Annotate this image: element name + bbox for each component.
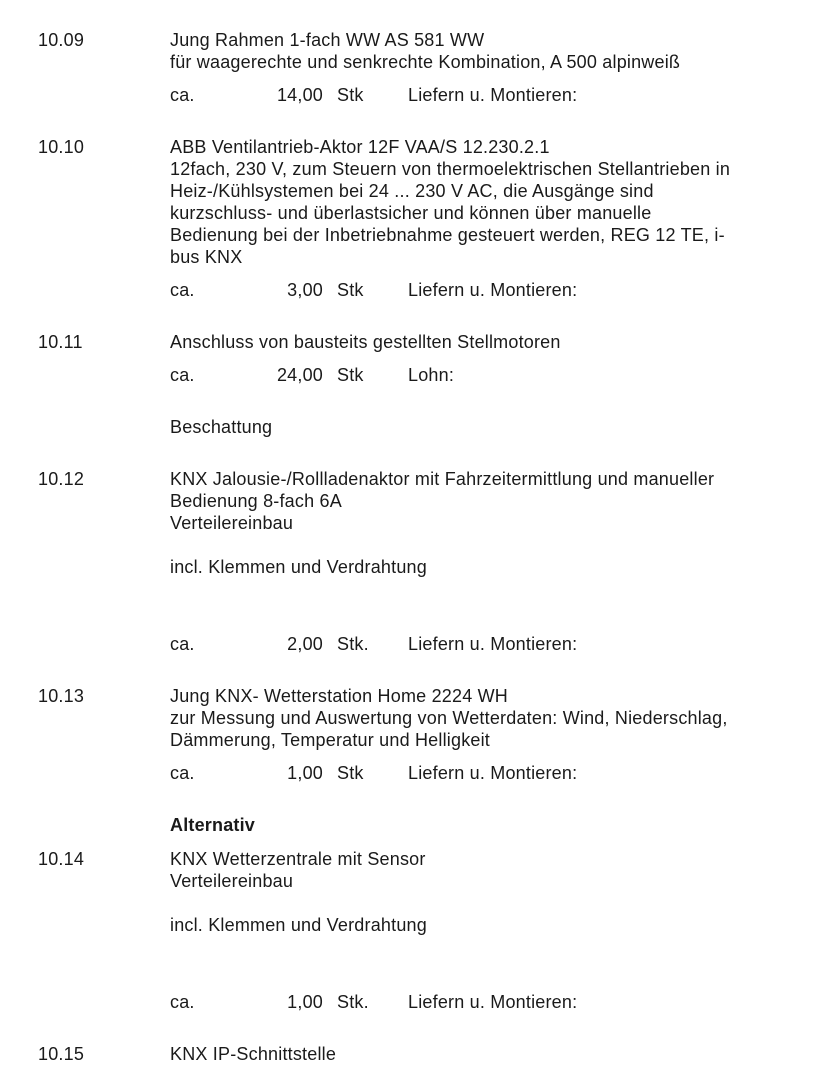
item-number: 10.12	[38, 469, 85, 489]
qty-action: Liefern u. Montieren:	[408, 763, 578, 783]
quantity-line	[170, 633, 810, 655]
quantity-group	[170, 84, 323, 106]
qty-action: Liefern u. Montieren:	[408, 280, 578, 300]
blank-line	[170, 958, 810, 980]
section-heading: Alternativ	[170, 815, 256, 835]
qty-action: Lohn:	[408, 365, 455, 385]
item-row	[38, 468, 810, 655]
qty-amount: 24,00	[276, 365, 323, 385]
qty-amount: 1,00	[287, 763, 323, 783]
quantity-line	[170, 991, 810, 1013]
qty-amount: 2,00	[287, 634, 323, 654]
description-line: incl. Klemmen und Verdrahtung	[170, 557, 427, 577]
item-row	[38, 1043, 810, 1065]
quantity-line	[170, 84, 810, 106]
blank-line	[170, 936, 810, 958]
qty-prefix: ca.	[170, 85, 195, 105]
item-row	[38, 685, 810, 784]
item-description	[170, 468, 810, 622]
qty-action: Liefern u. Montieren:	[408, 85, 578, 105]
blank-line	[170, 534, 810, 556]
description-line: Bedienung bei der Inbetriebnahme gesteuert werden, REG 12 TE, i-	[170, 225, 725, 245]
item-description	[170, 814, 810, 836]
description-line: kurzschluss- und überlastsicher und können über manuelle	[170, 203, 652, 223]
description-line: 12fach, 230 V, zum Steuern von thermoelektrischen Stellantrieben in	[170, 159, 731, 179]
item-content	[170, 848, 810, 1013]
item-description	[170, 331, 810, 353]
qty-unit: Stk	[337, 280, 364, 300]
item-number: 10.15	[38, 1044, 85, 1064]
qty-prefix: ca.	[170, 365, 195, 385]
item-number	[38, 814, 170, 836]
qty-amount: 3,00	[287, 280, 323, 300]
item-description	[170, 416, 810, 438]
description-line: für waagerechte und senkrechte Kombination, A 500 alpinweiß	[170, 52, 681, 72]
quantity-line	[170, 364, 810, 386]
description-line: Anschluss von bausteits gestellten Stellmotoren	[170, 332, 561, 352]
blank-line	[170, 600, 810, 622]
quantity-group	[170, 991, 323, 1013]
qty-unit: Stk	[337, 763, 364, 783]
quantity-group	[170, 633, 323, 655]
description-line: KNX IP-Schnittstelle	[170, 1044, 337, 1064]
description-line: zur Messung und Auswertung von Wetterdaten: Wind, Niederschlag,	[170, 708, 728, 728]
item-content	[170, 416, 810, 438]
item-number: 10.09	[38, 30, 85, 50]
description-line: KNX Jalousie-/Rollladenaktor mit Fahrzeitermittlung und manueller	[170, 469, 715, 489]
quantity-line	[170, 279, 810, 301]
qty-prefix: ca.	[170, 634, 195, 654]
quantity-group	[170, 364, 323, 386]
description-line: Verteilereinbau	[170, 871, 294, 891]
description-line: Dämmerung, Temperatur und Helligkeit	[170, 730, 491, 750]
blank-line	[170, 578, 810, 600]
item-number: 10.13	[38, 686, 85, 706]
description-line: incl. Klemmen und Verdrahtung	[170, 915, 427, 935]
description-line: KNX Wetterzentrale mit Sensor	[170, 849, 426, 869]
item-description	[170, 848, 810, 980]
item-content	[170, 29, 810, 106]
qty-action: Liefern u. Montieren:	[408, 634, 578, 654]
item-row	[38, 136, 810, 301]
quantity-line	[170, 762, 810, 784]
quantity-group	[170, 762, 323, 784]
qty-prefix: ca.	[170, 763, 195, 783]
item-description	[170, 1043, 810, 1065]
qty-action: Liefern u. Montieren:	[408, 992, 578, 1012]
item-description	[170, 29, 810, 73]
item-content	[170, 331, 810, 386]
item-description	[170, 136, 810, 268]
item-number	[38, 416, 170, 438]
item-row	[38, 331, 810, 386]
item-content	[170, 685, 810, 784]
qty-prefix: ca.	[170, 992, 195, 1012]
item-row	[38, 814, 810, 836]
description-line: Verteilereinbau	[170, 513, 294, 533]
qty-amount: 1,00	[287, 992, 323, 1012]
quantity-group	[170, 279, 323, 301]
description-line: bus KNX	[170, 247, 243, 267]
qty-unit: Stk	[337, 365, 364, 385]
item-number: 10.14	[38, 849, 85, 869]
qty-unit: Stk.	[337, 634, 369, 654]
item-content	[170, 468, 810, 655]
item-row	[38, 416, 810, 438]
item-row	[38, 848, 810, 1013]
description-line: Jung Rahmen 1-fach WW AS 581 WW	[170, 30, 485, 50]
item-row	[38, 29, 810, 106]
item-content	[170, 814, 810, 836]
description-line: Jung KNX- Wetterstation Home 2224 WH	[170, 686, 509, 706]
description-line: Bedienung 8-fach 6A	[170, 491, 342, 511]
blank-line	[170, 892, 810, 914]
item-content	[170, 1043, 810, 1065]
item-number: 10.10	[38, 137, 85, 157]
item-number: 10.11	[38, 332, 83, 352]
qty-amount: 14,00	[276, 85, 323, 105]
description-line: Beschattung	[170, 417, 273, 437]
qty-unit: Stk	[337, 85, 364, 105]
description-line: Heiz-/Kühlsystemen bei 24 ... 230 V AC, die Ausgänge sind	[170, 181, 654, 201]
item-content	[170, 136, 810, 301]
qty-prefix: ca.	[170, 280, 195, 300]
description-line: ABB Ventilantrieb-Aktor 12F VAA/S 12.230.2.1	[170, 137, 550, 157]
qty-unit: Stk.	[337, 992, 369, 1012]
item-description	[170, 685, 810, 751]
